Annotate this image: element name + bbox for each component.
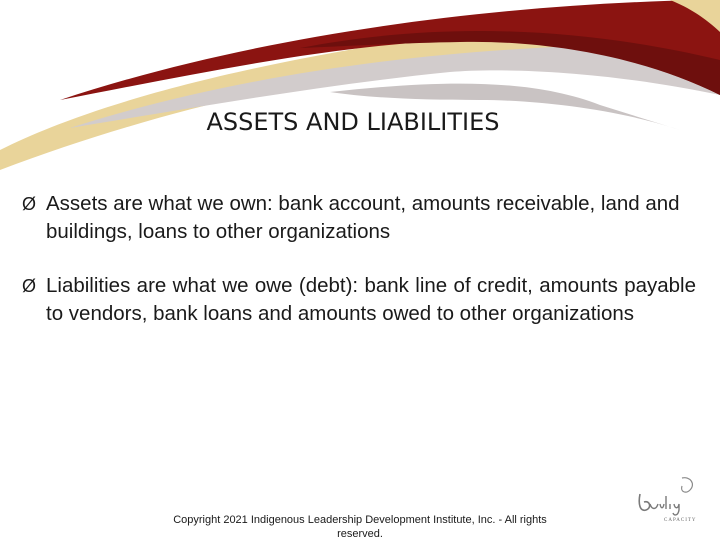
slide-title: ASSETS AND LIABILITIES [206, 108, 500, 136]
bullet-item-assets [22, 190, 696, 246]
arrow-bullet-icon: Ø [22, 194, 37, 214]
arrow-bullet-icon: Ø [22, 276, 37, 296]
bullet-list [22, 190, 696, 354]
bullet-text-assets: Assets are what we own: bank account, amounts receivable, land and buildings, loans to other organizations [46, 192, 680, 243]
header-swoosh-decoration [0, 0, 720, 170]
bullet-text-liabilities: Liabilities are what we owe (debt): bank line of credit, amounts payable to vendors, bank loans and amounts owed to other organizations [46, 274, 696, 325]
svg-text:CAPACITY: CAPACITY [664, 518, 697, 523]
building-capacity-logo-icon [632, 474, 702, 524]
copyright-footer: Copyright 2021 Indigenous Leadership Development Institute, Inc. - All rights reserved. [173, 514, 547, 540]
bullet-item-liabilities [22, 272, 696, 328]
